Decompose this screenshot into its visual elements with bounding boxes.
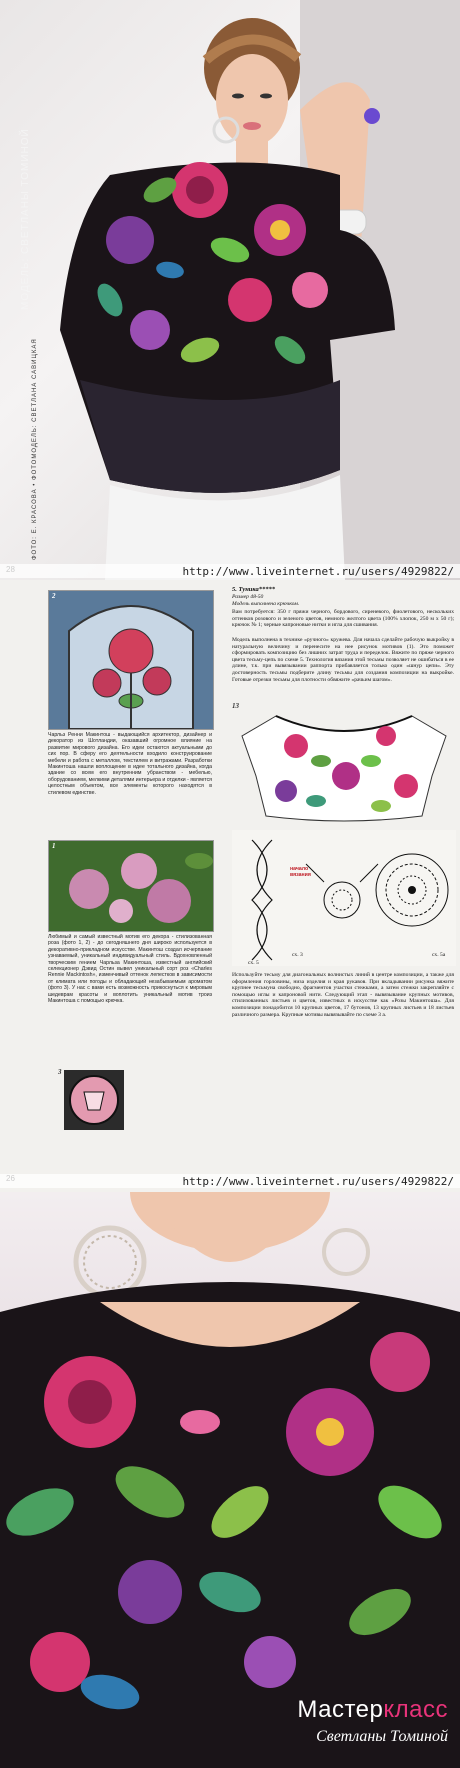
materials-text: Вам потребуется: 350 г пряжи черного, бордового, сиреневого, фиолетового, нескольких оттенков розового и зеленого цветов, немного желтого цвета (100% хлопок, 250 м х 50 г); крючок № 1; черные капроновые нитки и игла для сшивания.	[232, 609, 454, 629]
scheme-label-3: сх. 3	[292, 952, 303, 958]
author-name: Светланы Томиной	[316, 1728, 448, 1745]
left-page	[40, 580, 220, 1192]
rose-tile-photo	[64, 1070, 124, 1130]
assembly-text: Используйте тесьму для диагональных волнистых линий в центре композиции, а также для оформления горловины, низа изделия и края рукавов. При вкладывании рисунка вяжите крупнее тесьмуна свободно, фрагментов участки стежками, а затем стежки закрепляйте с помощью иглы и капроновой нити. Следующий этап - вывязывание крупных мотивов, стилизованных листьев и цветов, известных в искусстве как «Розы Макинтоша». Для композиции понадобится 10 крупных цветов, 17 бутонов, 13 крупных листьев и 18 листьев различного размера. Крупные мотивы вывязывайте по схеме 3 а.	[232, 972, 454, 1018]
model-title: 5. Туника*****	[232, 586, 276, 593]
bottom-photo-panel	[0, 1192, 460, 1768]
source-url-top[interactable]: http://www.liveinternet.ru/users/4929822/	[182, 565, 454, 578]
model-photo-top	[0, 0, 460, 580]
technique-description: Модель выполнена в технике «ручного» кружева. Для начала сделайте рабочую выкройку в натуральную величину и перенесите на нее рисунок мотивов (1). Это поможет сформировать композицию без лишних затрат труда и переделок. Вяжите по пряже черного цвета тесьму-цепь по схеме 5. Технология вязания этой тесьмы позволяет не ошибаться в ее длине, т.к. при вывязывании раппорта прибавляется только один «шнур цепи». Эту достоверность тесьмы подберите длину тесьмы для создания композиции на выкройке. Готовые отрезки тесьмы для плотности обвяжите «рачьим шагом».	[232, 637, 454, 683]
rose-motif-text: Любимый и самый известный мотив его декора - стилизованная роза (фото 1, 2) - до сегодняшнего дня широко используется в декоративно-прикладном искусстве. Макинтош создал исчерпание узнаваемый, уникальный индивидуальный стиль. Вдохновленный творческим гением Чарльза Макинтоша, известный английский селекционер Дэвид Остин вывел уникальный сорт роз «Charles Rennie Mackintosh», изменчивый оттенок лепестков в зависимости от климата или погоды и обладающий незабываемым ароматом (фото 3). У нас с вами есть возможность прикоснуться к мировым шедеврам красоты и воплотить уникальный мотив троиз Макинтоша с помощью крючка.	[48, 934, 212, 1005]
scheme-label-5a: сх. 5а	[432, 952, 446, 958]
roses-photo	[48, 840, 214, 932]
diagram-number: 13	[232, 702, 239, 710]
photo-3-label: 3	[58, 1068, 62, 1076]
photo-credit-vertical: ФОТО: Е. КРАСОВА • ФОТОМОДЕЛЬ: СВЕТЛАНА САВИЦКАЯ	[32, 338, 38, 560]
top-photo-panel	[0, 0, 460, 580]
right-page	[232, 580, 458, 1192]
mackintosh-intro-text: Чарльз Ренни Макинтош - выдающийся архитектор, дизайнер и декоратор из Шотландии, оказавший огромное влияние на развитие мирового дизайна. Его идеи остаются актуальными до сих пор. В сферу его деятельности входило конструирование мебели и работа с металлом, текстилем и витражами. Разработки Макинтоша нашли воплощение в идее тотального дизайна, когда здание со всем его внутренним убранством - мебелью, оборудованием, мелкими деталями интерьера и отделки - является целостным объектом, все элементы которого находятся в стилевом единстве.	[48, 732, 212, 796]
model-subtitle: Модель выполнена крючком.	[232, 601, 300, 607]
scheme-label-5: сх. 5	[248, 960, 259, 966]
crochet-schemes	[232, 830, 456, 966]
tunic-diagram	[236, 706, 452, 826]
photo-1-label: 1	[52, 842, 56, 850]
stained-glass-photo	[48, 590, 214, 730]
brand-title	[297, 1696, 448, 1724]
source-url-spread[interactable]: http://www.liveinternet.ru/users/4929822/	[182, 1175, 454, 1188]
model-photo-bottom	[0, 1192, 460, 1768]
brand-main: Мастер	[297, 1696, 384, 1723]
magazine-spread	[0, 580, 460, 1192]
model-size: Размер 48-50	[232, 594, 264, 600]
scheme-start-label: начало вязания	[290, 866, 311, 879]
brand-accent: класс	[383, 1696, 448, 1723]
model-credit-vertical: МОДЕЛЬ: СВЕТЛАНЫ ТОМИНОЙ	[20, 128, 31, 310]
photo-2-label: 2	[52, 592, 56, 600]
